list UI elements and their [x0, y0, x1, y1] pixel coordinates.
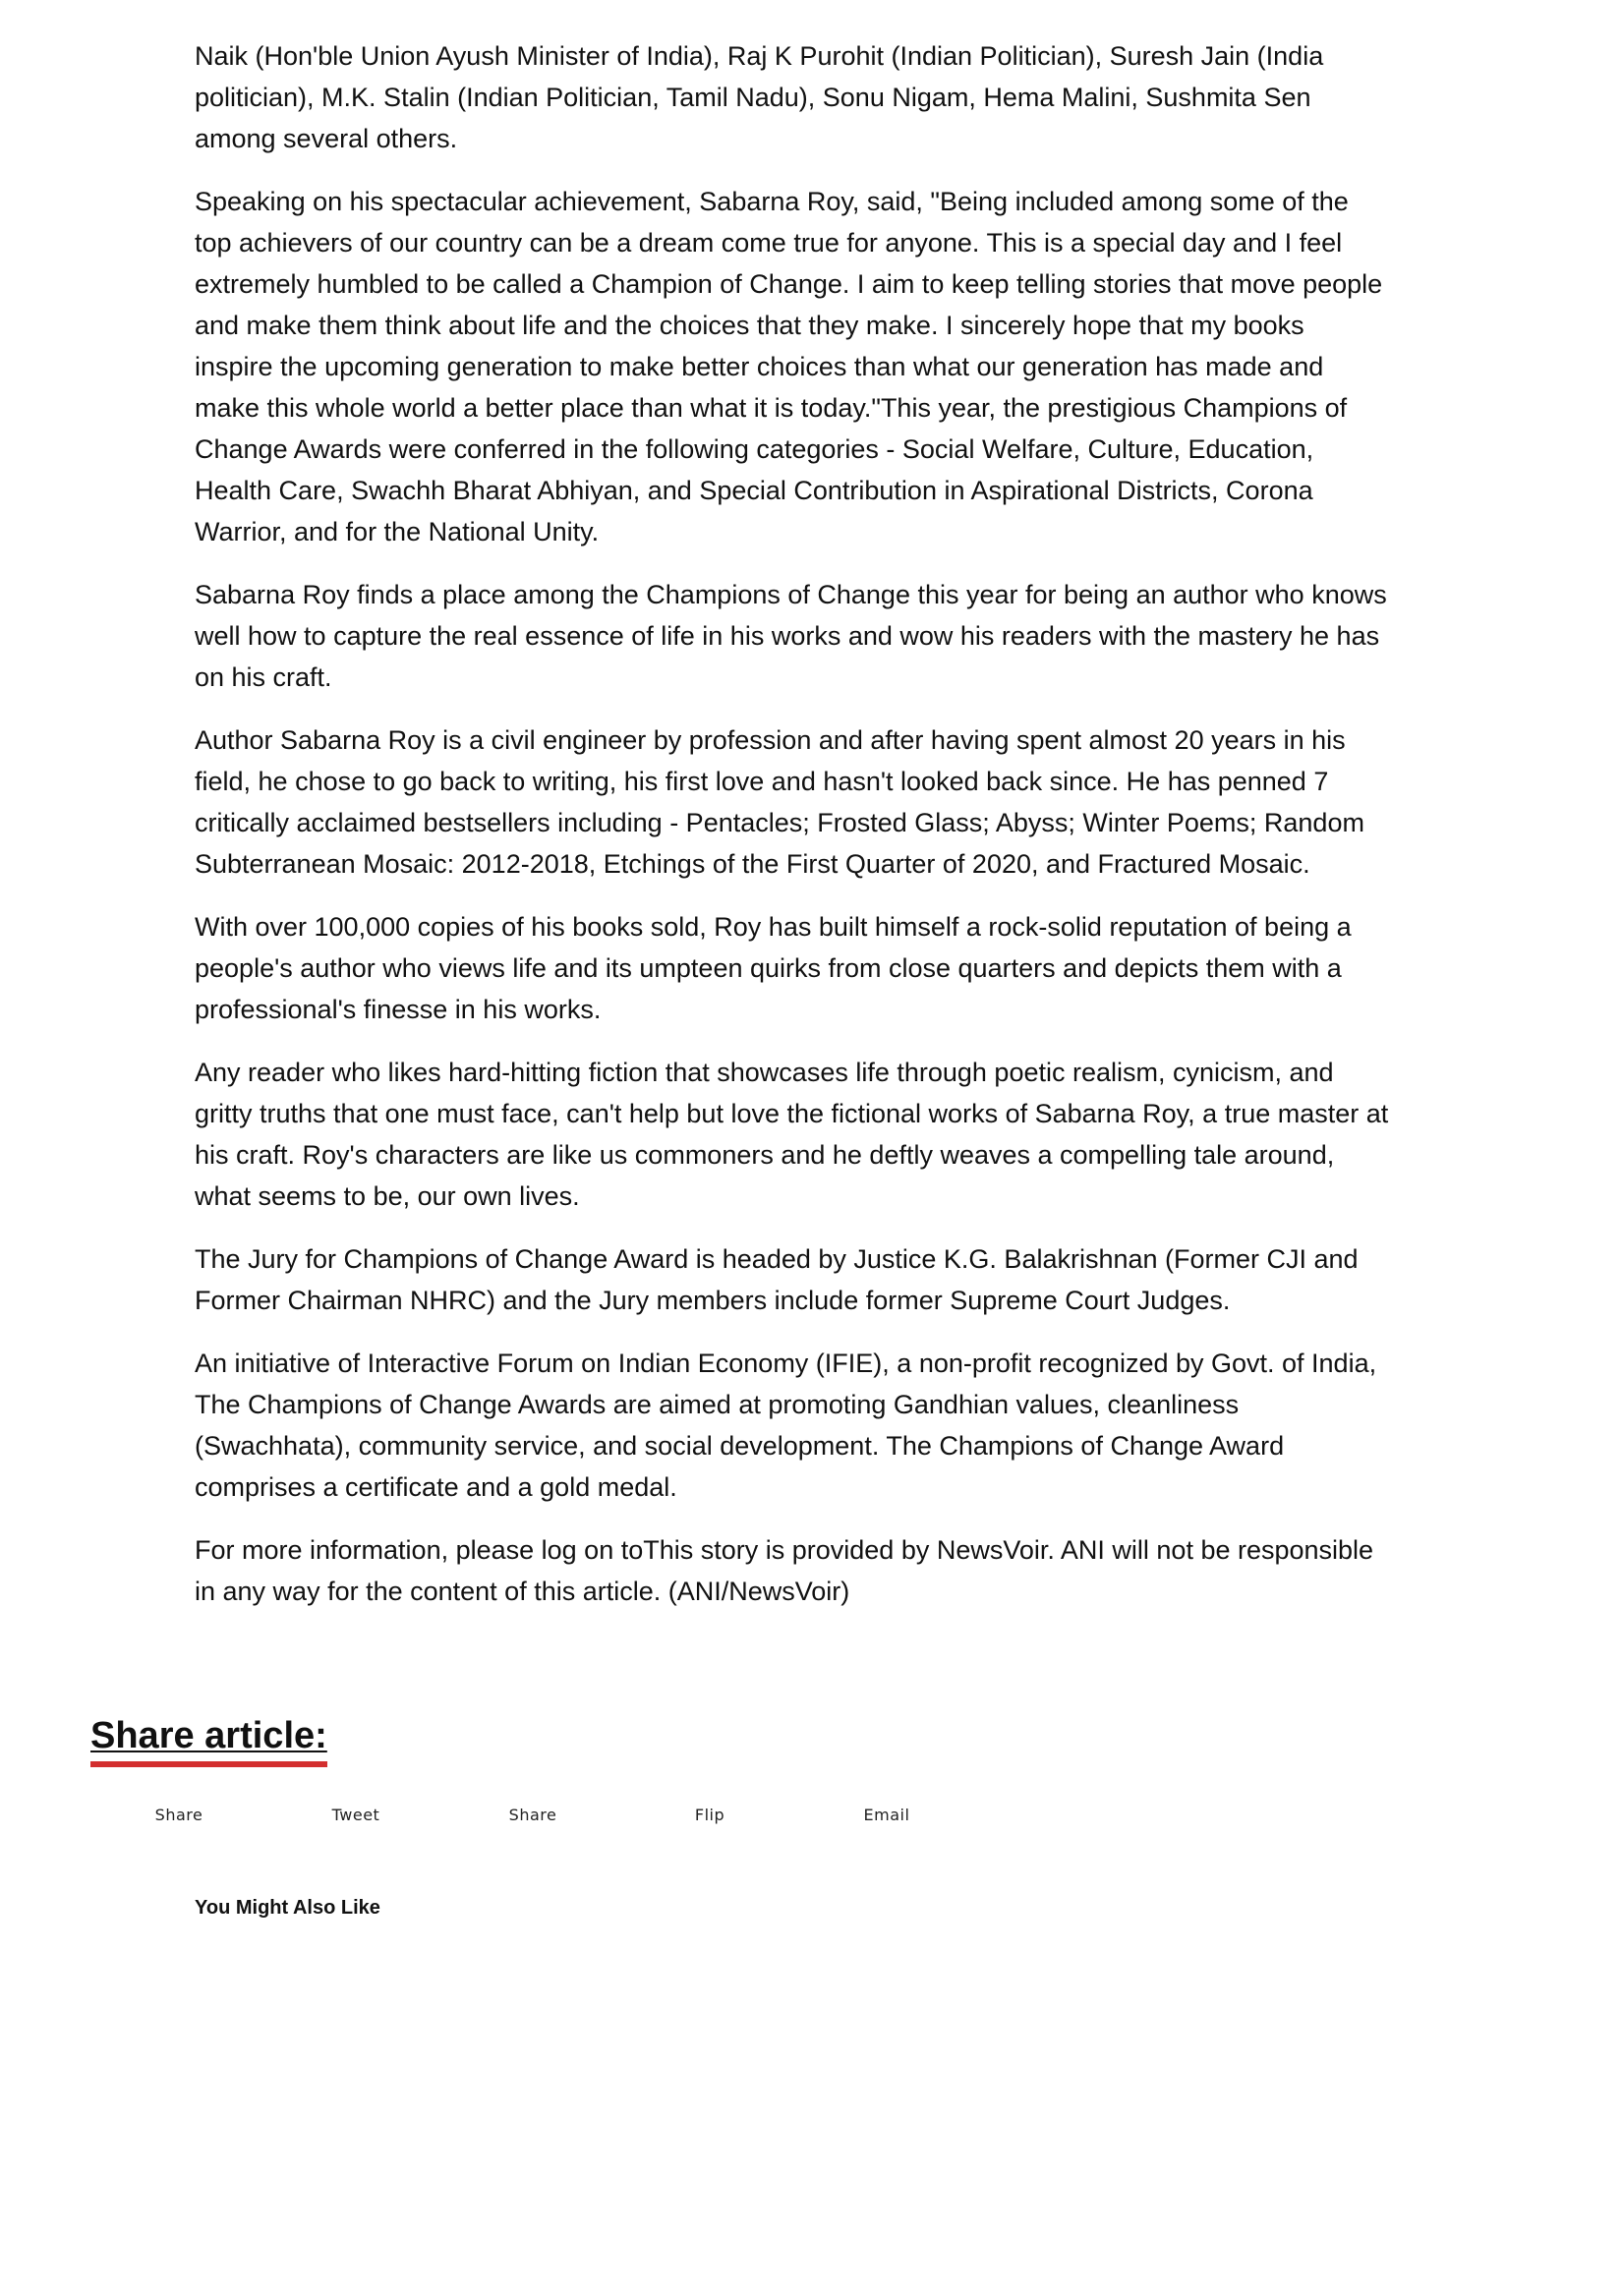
article-paragraph: An initiative of Interactive Forum on Indian Economy (IFIE), a non-profit recognized by Govt. of India, The Champions of Change Awards are aimed at promoting Gandhian values, cleanliness (Swachhata), community service, and social development. The Champions of Change Award comprises a certificate and a gold medal. [195, 1349, 1377, 1502]
article-paragraph: Sabarna Roy finds a place among the Champions of Change this year for being an author who knows well how to capture the real essence of life in his works and wow his readers with the mastery he has on his craft. [195, 580, 1387, 692]
twitter-tweet-button[interactable] [267, 1795, 444, 1834]
article-paragraph: Naik (Hon'ble Union Ayush Minister of India), Raj K Purohit (Indian Politician), Suresh Jain (India politician), M.K. Stalin (Indian Politician, Tamil Nadu), Sonu Nigam, Hema Malini, Sushmita Sen among several others. [195, 41, 1324, 153]
article-paragraph: With over 100,000 copies of his books sold, Roy has built himself a rock-solid reputation of being a people's author who views life and its umpteen quirks from close quarters and depicts them with a professional's finesse in his works. [195, 912, 1352, 1024]
share-button-label: Email [863, 1805, 910, 1824]
linkedin-share-button[interactable] [444, 1795, 621, 1834]
related-section [195, 1897, 380, 1920]
article-paragraph: Any reader who likes hard-hitting fiction that showcases life through poetic realism, cynicism, and gritty truths that one must face, can't help but love the fictional works of Sabarna Roy, a true master at his craft. Roy's characters are like us commoners and he deftly weaves a compelling tale around, what seems to be, our own lives. [195, 1058, 1389, 1211]
article-paragraph: Speaking on his spectacular achievement, Sabarna Roy, said, "Being included among some of the top achievers of our country can be a dream come true for anyone. This is a special day and I feel extremely humbled to be called a Champion of Change. I aim to keep telling stories that move people and make them think about life and the choices that they make. I sincerely hope that my books inspire the upcoming generation to make better choices than what our generation has made and make this whole world a better place than what it is today."This year, the prestigious Champions of Change Awards were conferred in the following categories - Social Welfare, Culture, Education, Health Care, Swachh Bharat Abhiyan, and Special Contribution in Aspirational Districts, Corona Warrior, and for the National Unity. [195, 187, 1383, 546]
flipboard-flip-button[interactable] [621, 1795, 798, 1834]
article-paragraph: Author Sabarna Roy is a civil engineer by profession and after having spent almost 20 years in his field, he chose to go back to writing, his first love and hasn't looked back since. He has penned 7 critically acclaimed bestsellers including - Pentacles; Frosted Glass; Abyss; Winter Poems; Random Subterranean Mosaic: 2012-2018, Etchings of the First Quarter of 2020, and Fractured Mosaic. [195, 725, 1364, 879]
share-heading-underline [90, 1761, 327, 1767]
article-paragraph: For more information, please log on toThis story is provided by NewsVoir. ANI will not be responsible in any way for the content of this article. (ANI/NewsVoir) [195, 1535, 1374, 1606]
email-share-button[interactable] [798, 1795, 975, 1834]
share-heading: Share article: [90, 1715, 327, 1756]
article-body [195, 35, 1389, 1634]
share-section [90, 1712, 1368, 1824]
share-button-label: Tweet [331, 1805, 380, 1824]
share-button-label: Flip [694, 1805, 725, 1824]
facebook-share-button[interactable] [90, 1795, 267, 1834]
article-paragraph: The Jury for Champions of Change Award is headed by Justice K.G. Balakrishnan (Former CJI and Former Chairman NHRC) and the Jury members include former Supreme Court Judges. [195, 1244, 1359, 1315]
related-heading: You Might Also Like [195, 1897, 380, 1919]
share-buttons [90, 1795, 1073, 1834]
share-button-label: Share [508, 1805, 557, 1824]
share-button-label: Share [154, 1805, 203, 1824]
